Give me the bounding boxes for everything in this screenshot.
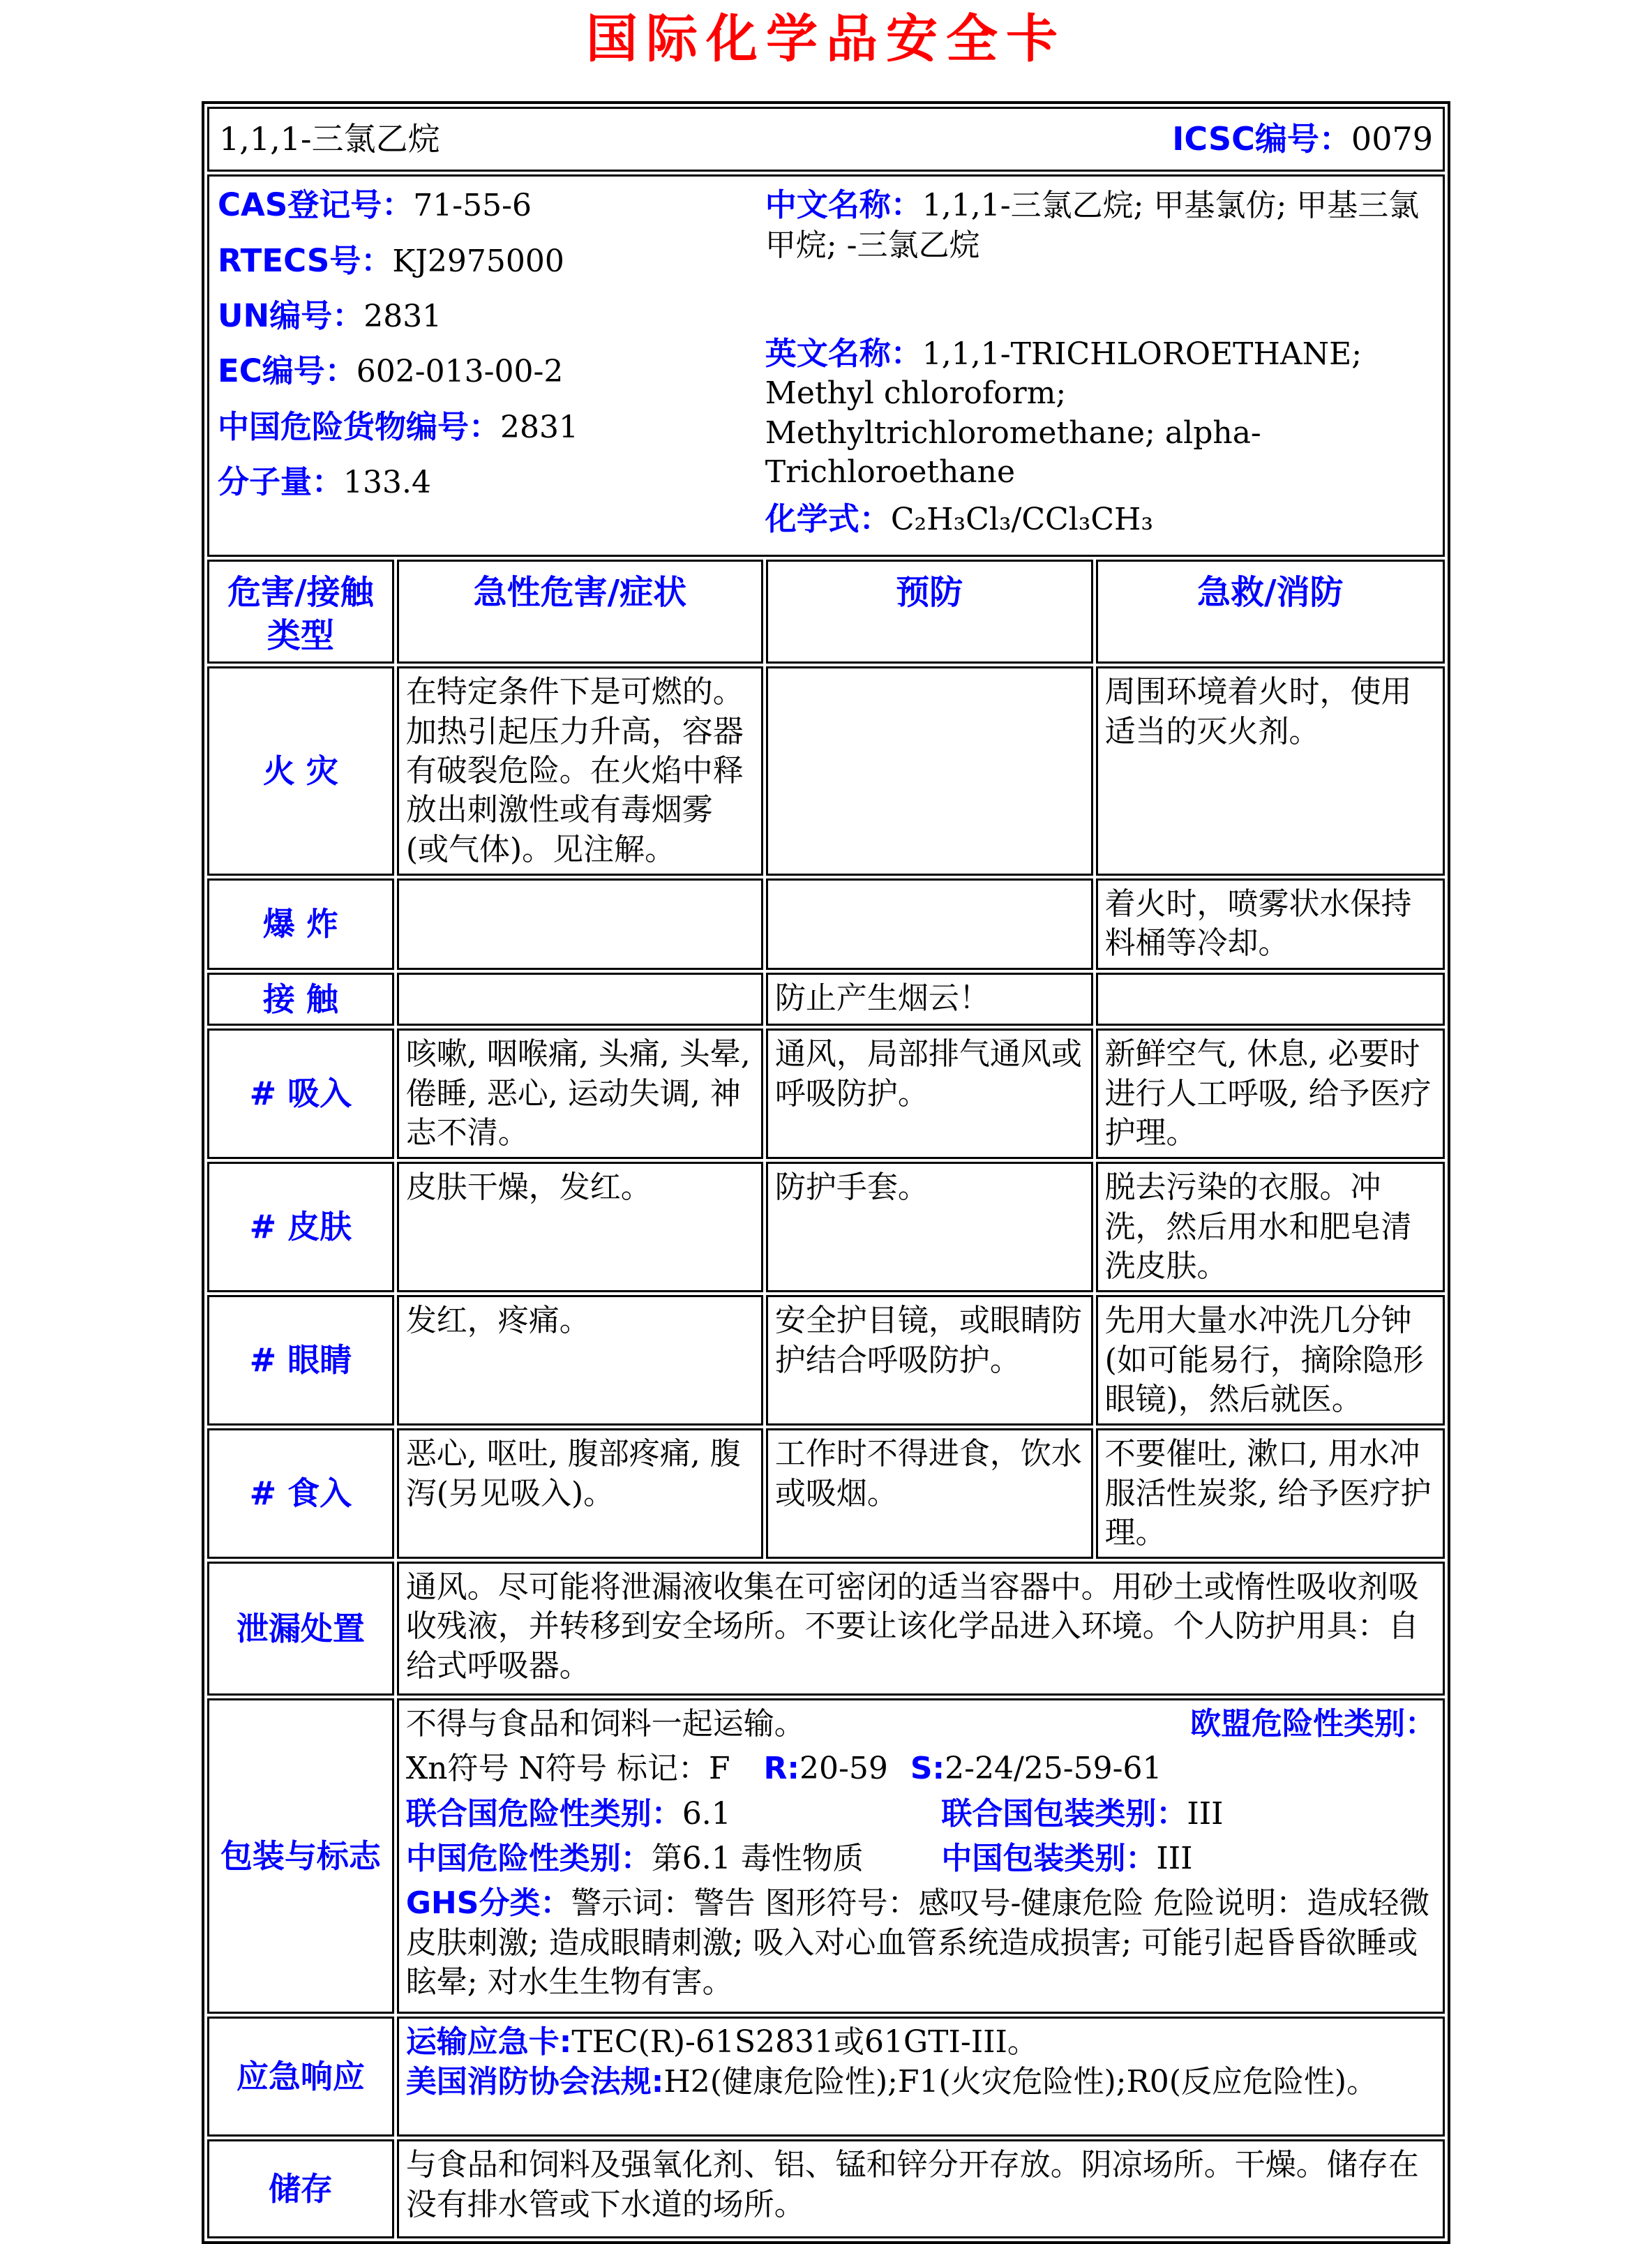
- hazard-row-skin: [207, 1162, 1445, 1292]
- identification-cell: [207, 174, 1445, 557]
- eyes-prevention-cell: 安全护目镜，或眼睛防护结合呼吸防护。: [766, 1295, 1093, 1426]
- ghs-line: [406, 1884, 1436, 2002]
- cn-hazard-label: 中国危险性类别：: [405, 1841, 652, 1877]
- ghs-value: 警示词：警告 图形符号：感叹号-健康危险 危险说明：造成轻微皮肤刺激; 造成眼睛刺激; 吸入对心血管系统造成损害; 可能引起昏昏欲睡或眩晕; 对水生生物有害。: [405, 1885, 1430, 2000]
- row-label-fire: 火 灾: [207, 666, 394, 876]
- s-phrase-value: 2-24/25-59-61: [945, 1751, 1162, 1787]
- english-name-block: 英文名称：1,1,1-TRICHLOROETHANE; Methyl chloroform; Methyltrichloromethane; alpha-Trichloroethane: [765, 334, 1362, 490]
- cn-hazard-value: 第6.1 毒性物质: [651, 1841, 864, 1877]
- header-hazard-type: 危害/接触类型: [207, 560, 394, 664]
- packaging-text-cell: [397, 1698, 1445, 2014]
- substance-name: 1,1,1-三氯乙烷: [219, 120, 440, 158]
- cn-pack-label: 中国包装类别：: [941, 1841, 1157, 1877]
- un-pack-label: 联合国包装类别：: [941, 1795, 1187, 1832]
- cas-number-line: CAS登记号：71-55-6: [218, 186, 532, 224]
- hazard-row-contact: [207, 973, 1445, 1026]
- contact-first-aid-cell: [1096, 973, 1445, 1026]
- s-phrase-label: S:: [910, 1751, 945, 1787]
- contact-symptoms-cell: [397, 973, 763, 1026]
- row-label-skin: # 皮肤: [207, 1162, 394, 1292]
- row-label-inhalation: # 吸入: [207, 1028, 394, 1159]
- fire-first-aid-cell: 周围环境着火时，使用适当的灭火剂。: [1096, 666, 1445, 876]
- page-title: 国际化学品安全卡: [586, 9, 1066, 69]
- row-label-storage: 储存: [207, 2139, 394, 2238]
- packaging-transport-line: 不得与食品和饲料一起运输。 欧盟危险性类别：: [406, 1705, 1436, 1744]
- packaging-symbols-line: Xn符号 N符号 标记：F R:20-59 S:2-24/25-59-61: [405, 1751, 1162, 1787]
- hazard-row-explosion: [207, 878, 1445, 970]
- icsc-number-label: ICSC编号：: [1172, 120, 1351, 158]
- packaging-row: [207, 1698, 1445, 2014]
- tec-card-value: TEC(R)-61S2831或61GTI-III。: [571, 2024, 1038, 2060]
- spillage-row: [207, 1562, 1445, 1696]
- nfpa-label: 美国消防协会法规:: [405, 2063, 664, 2100]
- substance-header-cell: [207, 107, 1445, 172]
- row-label-packaging: 包装与标志: [207, 1698, 394, 2014]
- chemical-names: [765, 185, 1434, 546]
- hazard-row-ingestion: [207, 1428, 1445, 1559]
- inhalation-prevention-cell: 通风，局部排气通风或呼吸防护。: [766, 1028, 1093, 1159]
- row-label-ingestion: # 食入: [207, 1428, 394, 1559]
- eu-class-label: 欧盟危险性类别：: [1190, 1706, 1436, 1742]
- un-hazard-label: 联合国危险性类别：: [405, 1795, 682, 1832]
- hazard-row-inhalation: [207, 1028, 1445, 1159]
- un-class-line: [406, 1795, 1436, 1834]
- hazard-row-fire: [207, 666, 1445, 876]
- header-first-aid: 急救/消防: [1096, 560, 1445, 664]
- un-pack-value: III: [1187, 1795, 1224, 1832]
- un-number-line: UN编号：2831: [218, 297, 442, 334]
- row-label-contact: 接 触: [207, 973, 394, 1026]
- icsc-number-value: 0079: [1351, 120, 1433, 158]
- nfpa-line: [406, 2063, 1436, 2102]
- inhalation-first-aid-cell: 新鲜空气, 休息, 必要时进行人工呼吸, 给予医疗护理。: [1096, 1028, 1445, 1159]
- identifier-list: [218, 185, 765, 546]
- header-prevention: 预防: [766, 560, 1093, 664]
- substance-header-row: [207, 107, 1445, 172]
- contact-prevention-cell: 防止产生烟云！: [766, 973, 1093, 1026]
- row-label-eyes: # 眼睛: [207, 1295, 394, 1426]
- molecular-weight-line: 分子量：133.4: [218, 463, 431, 500]
- safety-card-table: [202, 101, 1450, 2244]
- r-phrase-value: 20-59: [799, 1751, 888, 1787]
- ghs-label: GHS分类：: [405, 1885, 571, 1922]
- un-hazard-value: 6.1: [682, 1795, 731, 1832]
- skin-symptoms-cell: 皮肤干燥，发红。: [397, 1162, 763, 1292]
- cn-pack-value: III: [1156, 1841, 1193, 1877]
- inhalation-symptoms-cell: 咳嗽, 咽喉痛, 头痛, 头晕, 倦睡, 恶心, 运动失调, 神志不清。: [397, 1028, 763, 1159]
- tec-card-label: 运输应急卡:: [405, 2024, 572, 2060]
- chinese-name-block: 中文名称：1,1,1-三氯乙烷; 甲基氯仿; 甲基三氯甲烷; -三氯乙烷: [765, 186, 1420, 263]
- fire-prevention-cell: [766, 666, 1093, 876]
- hazard-header-row: [207, 560, 1445, 664]
- row-label-explosion: 爆 炸: [207, 878, 394, 970]
- ingestion-symptoms-cell: 恶心, 呕吐, 腹部疼痛, 腹泻(另见吸入)。: [397, 1428, 763, 1559]
- row-label-emergency: 应急响应: [207, 2017, 394, 2137]
- r-phrase-label: R:: [763, 1751, 799, 1787]
- ingestion-prevention-cell: 工作时不得进食，饮水或吸烟。: [766, 1428, 1093, 1559]
- nfpa-value: H2(健康危险性);F1(火灾危险性);R0(反应危险性)。: [663, 2063, 1378, 2100]
- row-label-spillage: 泄漏处置: [207, 1562, 394, 1696]
- hazard-row-eyes: [207, 1295, 1445, 1426]
- explosion-symptoms-cell: [397, 878, 763, 970]
- header-symptoms: 急性危害/症状: [397, 560, 763, 664]
- china-dg-number-line: 中国危险货物编号：2831: [218, 407, 578, 445]
- explosion-first-aid-cell: 着火时，喷雾状水保持料桶等冷却。: [1096, 878, 1445, 970]
- identification-row: [207, 174, 1445, 557]
- emergency-row: [207, 2017, 1445, 2137]
- ingestion-first-aid-cell: 不要催吐, 漱口, 用水冲服活性炭浆, 给予医疗护理。: [1096, 1428, 1445, 1559]
- rtecs-number-line: RTECS号：KJ2975000: [218, 241, 564, 279]
- spillage-text-cell: 通风。尽可能将泄漏液收集在可密闭的适当容器中。用砂土或惰性吸收剂吸收残液，并转移到安全场所。不要让该化学品进入环境。个人防护用具：自给式呼吸器。: [397, 1562, 1445, 1696]
- icsc-number-group: [1172, 119, 1433, 160]
- skin-prevention-cell: 防护手套。: [766, 1162, 1093, 1292]
- explosion-prevention-cell: [766, 878, 1093, 970]
- storage-text-cell: 与食品和饲料及强氧化剂、铝、锰和锌分开存放。阴凉场所。干燥。储存在没有排水管或下水道的场所。: [397, 2139, 1445, 2238]
- cn-class-line: [406, 1839, 1436, 1878]
- tec-card-line: [406, 2023, 1436, 2062]
- emergency-text-cell: [397, 2017, 1445, 2137]
- fire-symptoms-cell: 在特定条件下是可燃的。加热引起压力升高，容器有破裂危险。在火焰中释放出刺激性或有毒烟雾(或气体)。见注解。: [397, 666, 763, 876]
- skin-first-aid-cell: 脱去污染的衣服。冲洗，然后用水和肥皂清洗皮肤。: [1096, 1162, 1445, 1292]
- storage-row: [207, 2139, 1445, 2238]
- eyes-first-aid-cell: 先用大量水冲洗几分钟(如可能易行，摘除隐形眼镜)，然后就医。: [1096, 1295, 1445, 1426]
- ec-number-line: EC编号：602-013-00-2: [218, 352, 564, 390]
- eyes-symptoms-cell: 发红，疼痛。: [397, 1295, 763, 1426]
- chemical-formula-block: 化学式：C₂H₃Cl₃/CCl₃CH₃: [765, 500, 1154, 538]
